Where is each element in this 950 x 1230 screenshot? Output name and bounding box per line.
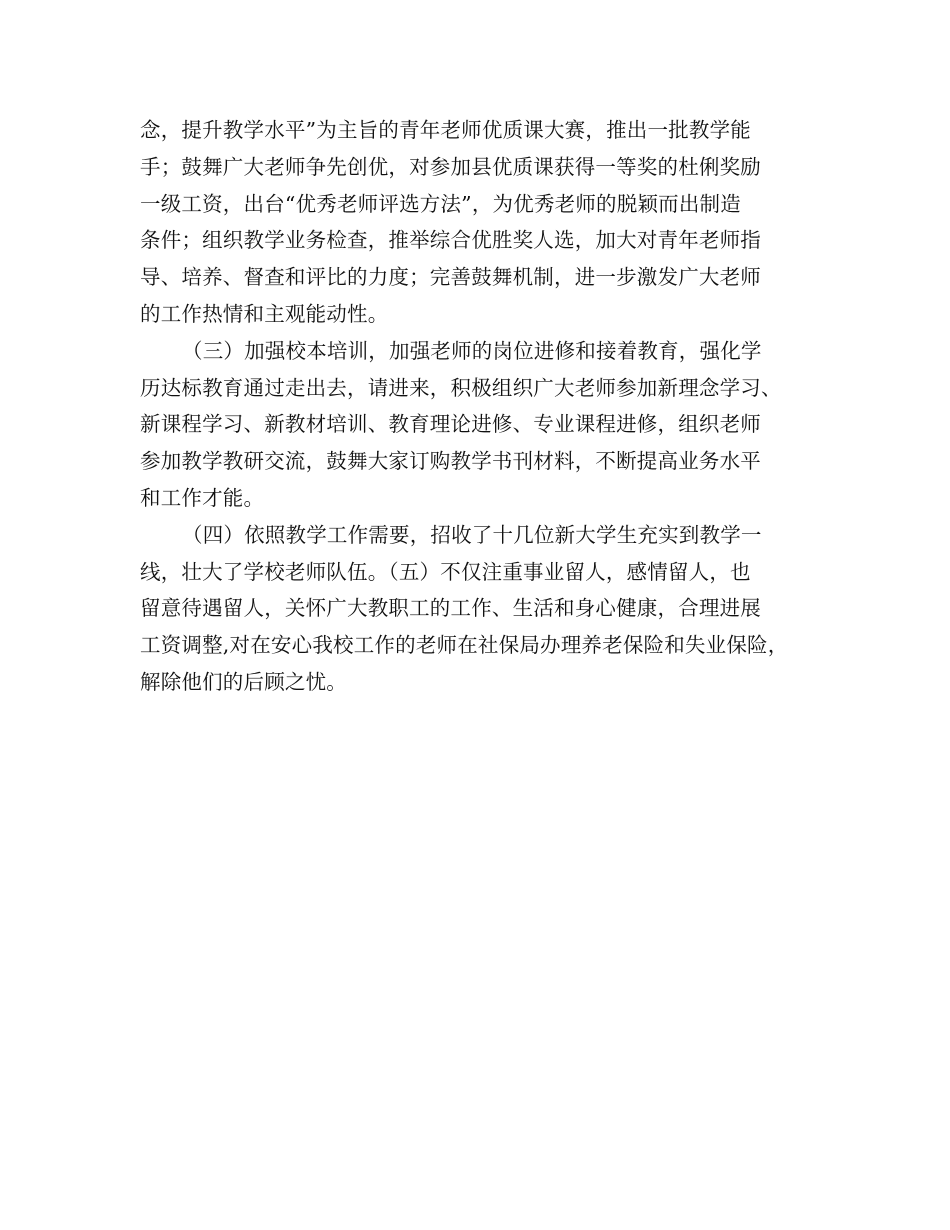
text-line: 参加教学教研交流，鼓舞大家订购教学书刊材料，不断提高业务水平 [140,449,761,474]
text-line: 留意待遇留人，关怀广大教职工的工作、生活和身心健康，合理进展 [140,596,761,621]
paragraph-start-line: （四）依照教学工作需要，招收了十几位新大学生充实到教学一 [182,522,762,547]
paragraph-start-line: （三）加强校本培训，加强老师的岗位进修和接着教育，强化学 [182,338,762,363]
text-line: 历达标教育通过走出去，请进来，积极组织广大老师参加新理念学习、 [140,375,782,400]
text-line: 线，壮大了学校老师队伍。（五）不仅注重事业留人，感情留人，也 [140,559,751,584]
text-line: 导、培养、督查和评比的力度；完善鼓舞机制，进一步激发广大老师 [140,265,761,290]
text-line: 工资调整,对在安心我校工作的老师在社保局办理养老保险和失业保险， [140,633,789,658]
text-line: 一级工资，出台“优秀老师评选方法”，为优秀老师的脱颖而出制造 [140,191,741,216]
text-line: 新课程学习、新教材培训、教育理论进修、专业课程进修，组织老师 [140,412,761,437]
document-body [140,112,840,701]
text-line: 解除他们的后顾之忧。 [140,669,347,694]
text-line: 的工作热情和主观能动性。 [140,301,389,326]
text-line: 条件；组织教学业务检查，推举综合优胜奖人选，加大对青年老师指 [140,228,761,253]
text-line: 念，提升教学水平”为主旨的青年老师优质课大赛，推出一批教学能 [140,118,751,142]
text-line: 手；鼓舞广大老师争先创优，对参加县优质课获得一等奖的杜俐奖励 [140,154,761,179]
text-line: 和工作才能。 [140,485,265,510]
